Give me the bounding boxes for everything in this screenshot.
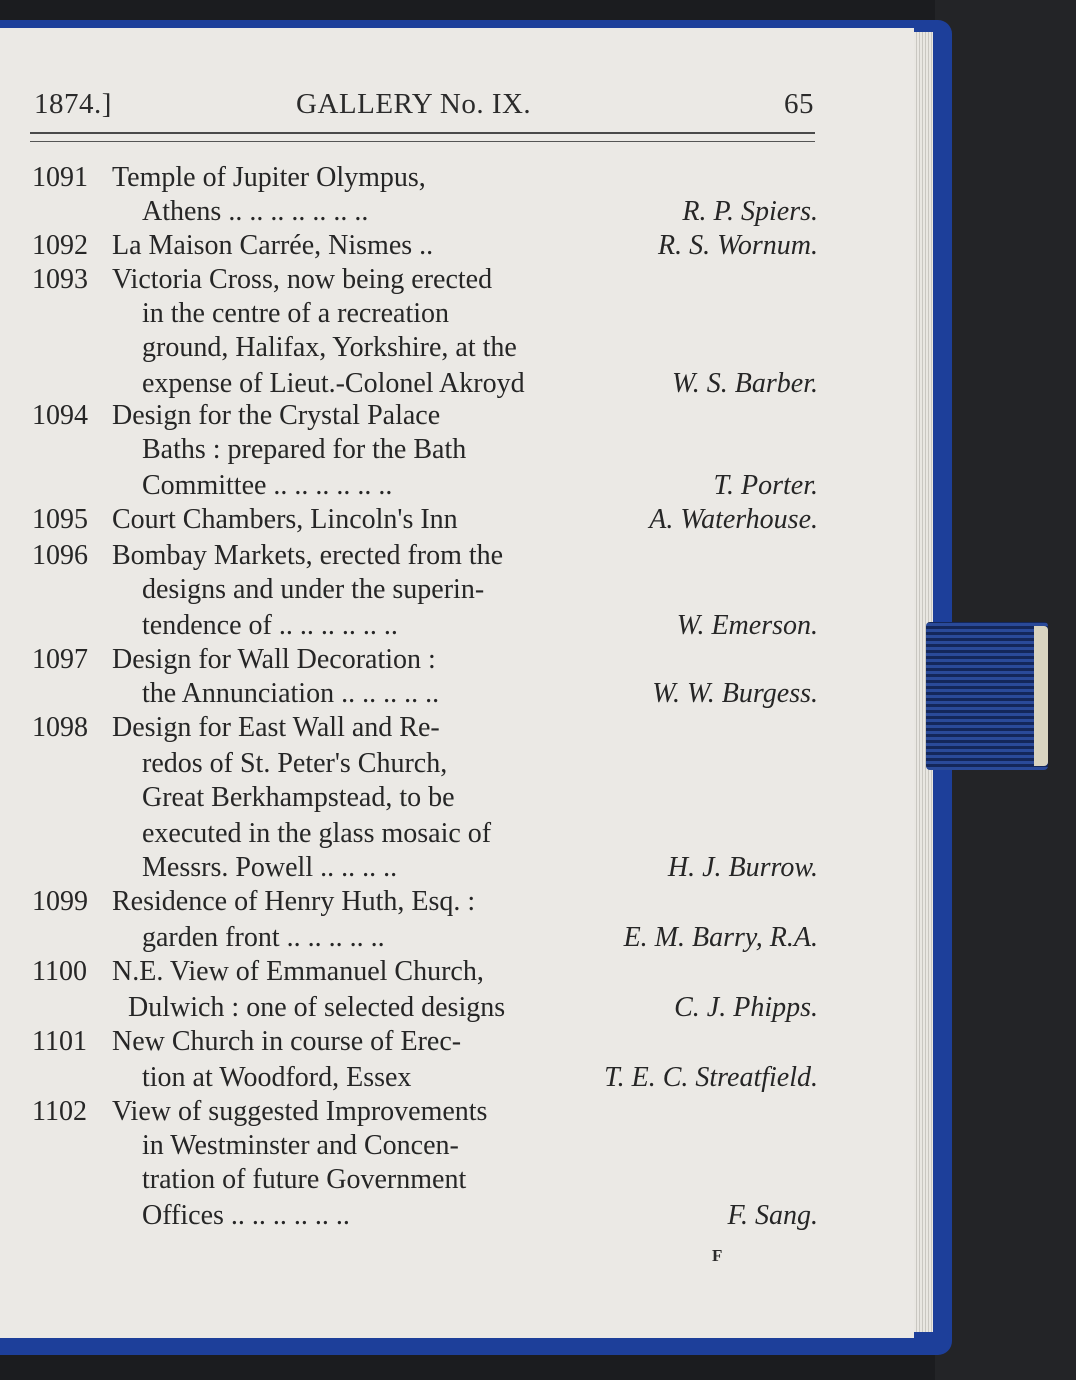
header-rule-thin <box>30 141 815 142</box>
entry-artist: F. Sang. <box>727 1200 818 1231</box>
entry-text-line: executed in the glass mosaic of <box>142 818 492 849</box>
entry-artist: W. W. Burgess. <box>652 678 818 709</box>
entry-number: 1096 <box>32 540 88 571</box>
entry-text-line: expense of Lieut.-Colonel Akroyd <box>142 368 525 399</box>
entry-text-line: Dulwich : one of selected designs <box>128 992 506 1023</box>
signature-mark: F <box>712 1246 723 1265</box>
entry-artist: W. Emerson. <box>676 610 818 641</box>
ribbon-tab-edge <box>1034 626 1048 766</box>
entry-text-line: Temple of Jupiter Olympus, <box>112 162 426 193</box>
entry-artist: R. S. Wornum. <box>658 230 818 261</box>
entry-number: 1098 <box>32 712 88 743</box>
entry-text-line: New Church in course of Erec- <box>112 1026 462 1057</box>
entry-text-line: Committee .. .. .. .. .. .. <box>142 470 393 501</box>
entry-text-line: View of suggested Improvements <box>112 1096 488 1127</box>
entry-text-line: Design for the Crystal Palace <box>112 400 441 431</box>
entry-text-line: Victoria Cross, now being erected <box>112 264 493 295</box>
entry-text-line: tendence of .. .. .. .. .. .. <box>142 610 398 641</box>
entry-text-line: N.E. View of Emmanuel Church, <box>112 956 484 987</box>
entry-text-line: Baths : prepared for the Bath <box>142 434 467 465</box>
entry-artist: T. Porter. <box>713 470 818 501</box>
entry-text-line: in the centre of a recreation <box>142 298 450 329</box>
entry-text-line: garden front .. .. .. .. .. <box>142 922 385 953</box>
entry-text-line: Design for East Wall and Re- <box>112 712 440 743</box>
entry-text-line: Messrs. Powell .. .. .. .. <box>142 852 398 883</box>
entry-number: 1099 <box>32 886 88 917</box>
header-year: 1874.] <box>34 88 112 120</box>
entry-text-line: Residence of Henry Huth, Esq. : <box>112 886 476 917</box>
entry-text-line: Court Chambers, Lincoln's Inn <box>112 504 458 535</box>
entry-number: 1092 <box>32 230 88 261</box>
entry-text-line: redos of St. Peter's Church, <box>142 748 448 779</box>
entry-text-line: Athens .. .. .. .. .. .. .. <box>142 196 369 227</box>
entry-number: 1101 <box>32 1026 87 1057</box>
entry-text-line: ground, Halifax, Yorkshire, at the <box>142 332 517 363</box>
entry-text-line: tration of future Government <box>142 1164 467 1195</box>
entry-artist: E. M. Barry, R.A. <box>623 922 818 953</box>
entry-artist: T. E. C. Streatfield. <box>604 1062 818 1093</box>
entry-number: 1100 <box>32 956 87 987</box>
entry-artist: A. Waterhouse. <box>649 504 818 535</box>
header-title: GALLERY No. IX. <box>296 88 532 120</box>
entry-text-line: Great Berkhampstead, to be <box>142 782 455 813</box>
entry-number: 1091 <box>32 162 88 193</box>
entry-number: 1102 <box>32 1096 87 1127</box>
entry-artist: H. J. Burrow. <box>667 852 818 883</box>
header-page-number: 65 <box>784 88 814 120</box>
entry-text-line: Design for Wall Decoration : <box>112 644 436 675</box>
entry-text-line: La Maison Carrée, Nismes .. <box>112 230 434 261</box>
entry-text-line: tion at Woodford, Essex <box>142 1062 412 1093</box>
entry-text-line: the Annunciation .. .. .. .. .. <box>142 678 440 709</box>
entry-number: 1094 <box>32 400 88 431</box>
entry-number: 1095 <box>32 504 88 535</box>
entry-number: 1097 <box>32 644 88 675</box>
entry-artist: R. P. Spiers. <box>682 196 818 227</box>
entry-number: 1093 <box>32 264 88 295</box>
entry-artist: C. J. Phipps. <box>674 992 818 1023</box>
entry-artist: W. S. Barber. <box>672 368 818 399</box>
entry-text-line: designs and under the superin- <box>142 574 485 605</box>
header-rule <box>30 132 815 134</box>
ribbon-tab <box>926 622 1048 770</box>
entry-text-line: Bombay Markets, erected from the <box>112 540 504 571</box>
entry-text-line: Offices .. .. .. .. .. .. <box>142 1200 350 1231</box>
entry-text-line: in Westminster and Concen- <box>142 1130 459 1161</box>
